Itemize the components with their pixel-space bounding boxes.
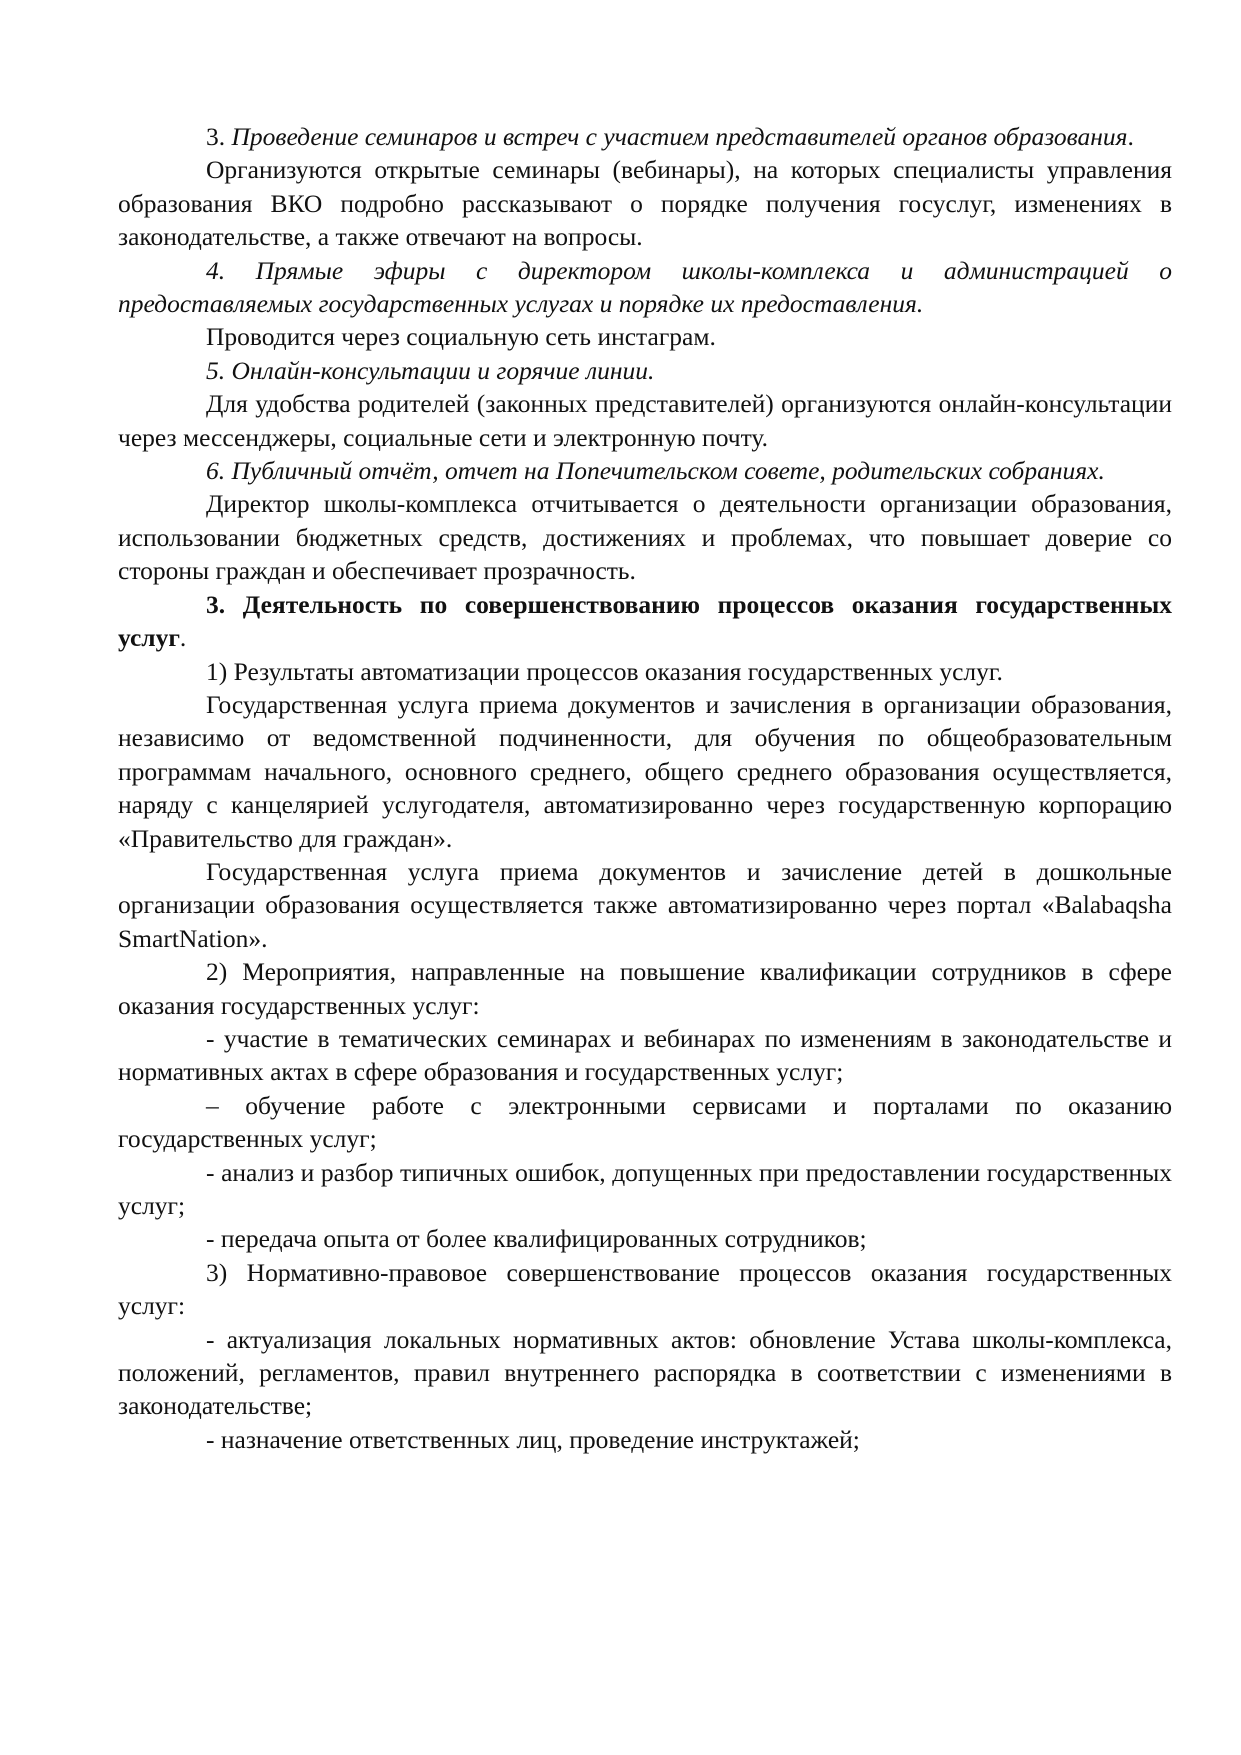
paragraph: Государственная услуга приема документов и зачисление детей в дошкольные организации образования осуществляется также автоматизированно через портал «Balabaqsha SmartNation». — [118, 856, 1172, 953]
list-item: - передача опыта от более квалифицированных сотрудников; — [206, 1224, 867, 1254]
paragraph: 1) Результаты автоматизации процессов оказания государственных услуг. — [206, 656, 1003, 686]
document-page — [118, 120, 1172, 1456]
list-item: - назначение ответственных лиц, проведение инструктажей; — [206, 1424, 860, 1454]
list-item: - актуализация локальных нормативных актов: обновление Устава школы-комплекса, положений, регламентов, правил внутреннего распорядка в соответствии с изменениями в законодательстве; — [118, 1324, 1172, 1421]
section-heading-text: 3. Деятельность по совершенствованию процессов оказания государственных услуг — [118, 589, 1172, 653]
paragraph: Организуются открытые семинары (вебинары), на которых специалисты управления образования ВКО подробно рассказывают о порядке получения госуслуг, изменениях в законодательстве, а также отвечают на вопросы. — [118, 155, 1172, 252]
list-item: – обучение работе с электронными сервисами и порталами по оказанию государственных услуг; — [118, 1090, 1172, 1154]
paragraph: 2) Мероприятия, направленные на повышение квалификации сотрудников в сфере оказания государственных услуг: — [118, 957, 1172, 1020]
section-heading — [118, 588, 1172, 655]
paragraph: Проводится через социальную сеть инстаграм. — [206, 322, 716, 352]
paragraph-item-3-heading — [118, 120, 1172, 153]
paragraph-item-4-heading: 4. Прямые эфиры с директором школы-комплекса и администрацией о предоставляемых государственных услугах и порядке их предоставления. — [118, 255, 1172, 319]
paragraph: 3) Нормативно-правовое совершенствование процессов оказания государственных услуг: — [118, 1257, 1172, 1321]
paragraph-item-6-heading: 6. Публичный отчёт, отчет на Попечительском совете, родительских собраниях. — [206, 456, 1105, 486]
item-title-tail: . — [1127, 122, 1134, 151]
paragraph-item-5-heading: 5. Онлайн-консультации и горячие линии. — [206, 355, 655, 385]
section-heading-tail: . — [179, 623, 187, 653]
list-item: - анализ и разбор типичных ошибок, допущенных при предоставлении государственных услуг; — [118, 1157, 1172, 1220]
paragraph: Директор школы-комплекса отчитывается о деятельности организации образования, использовании бюджетных средств, достижениях и проблемах, что повышает доверие со стороны граждан и обеспечивает прозрачность. — [118, 489, 1172, 586]
item-title: Проведение семинаров и встреч с участием представителей органов образования — [231, 122, 1128, 151]
item-number: 3. — [206, 122, 232, 151]
paragraph: Государственная услуга приема документов и зачисления в организации образования, независимо от ведомственной подчиненности, для обучения по общеобразовательным программам начального, основного среднего, общего среднего образования осуществляется, наряду с канцелярией услугодателя, автоматизированно через государственную корпорацию «Правительство для граждан». — [118, 689, 1172, 853]
paragraph: Для удобства родителей (законных представителей) организуются онлайн-консультации через мессенджеры, социальные сети и электронную почту. — [118, 389, 1172, 452]
list-item: - участие в тематических семинарах и вебинарах по изменениям в законодательстве и нормативных актах в сфере образования и государственных услуг; — [118, 1023, 1172, 1087]
